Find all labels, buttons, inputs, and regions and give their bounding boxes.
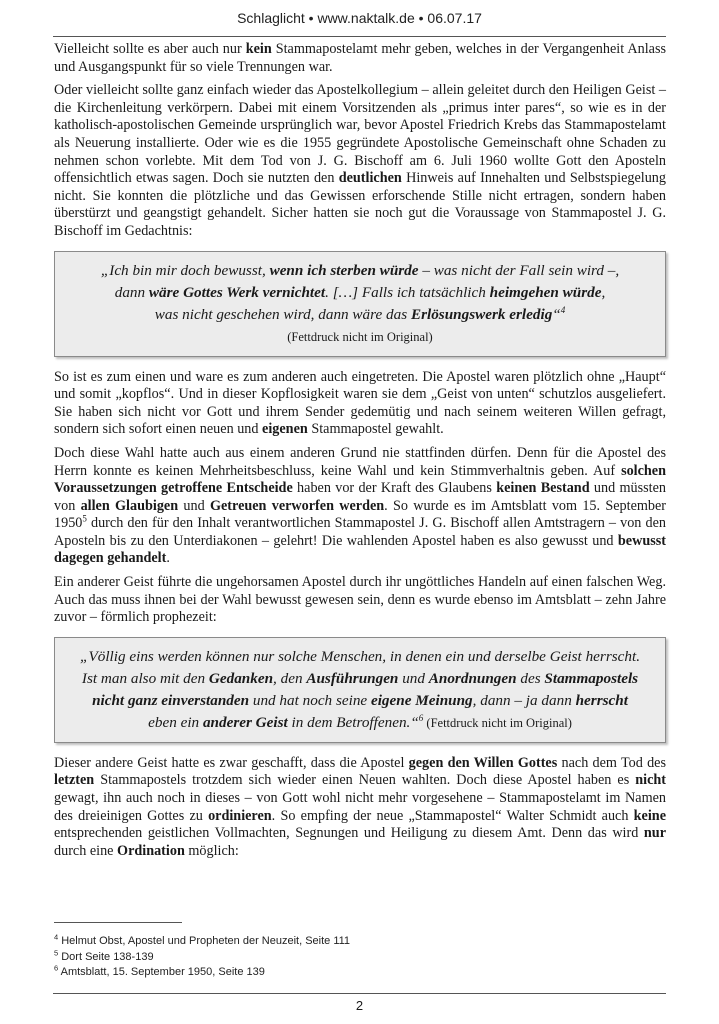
text-run: Doch diese Wahl hatte auch aus einem anderen Grund nie stattfinden dürfen. Denn für die Apostel des Herrn konnte es keinen Mehrheitsbeschluss, keine Wahl und kein Stimmverhaltnis geben. Auf	[54, 444, 666, 479]
document-body	[54, 41, 666, 866]
bold-run: Ausführungen	[306, 669, 399, 687]
text-run: Vielleicht sollte es aber auch nur	[54, 41, 246, 57]
footnote-number: 5	[54, 947, 59, 957]
footnote-5	[54, 947, 666, 966]
text-run: Ein anderer Geist führte die ungehorsamen Apostel durch ihr ungöttliches Handeln auf einen falschen Weg. Auch das muss ihnen bei der Wahl bewusst gewesen sein, denn es wurde ebenso im Amtsblatt – zehn Jahre zuvor – förmlich prophezeit:	[54, 574, 666, 626]
quote-line	[65, 282, 655, 304]
quote-note: (Fettdruck nicht im Original)	[287, 329, 433, 344]
footnote-text: Helmut Obst, Apostel und Propheten der Neuzeit, Seite 111	[58, 935, 351, 947]
page-header: Schlaglicht • www.naktalk.de • 06.07.17	[237, 10, 482, 26]
bold-run: eigene Meinung	[370, 691, 473, 709]
bold-run: heimgehen würde	[489, 283, 602, 301]
text-run: Stammapostelamt mehr geben, welches in der Vergangenheit Anlass und Ausgangspunkt für so viele Trennungen war.	[54, 41, 667, 75]
bold-run: ordinieren	[208, 807, 272, 824]
text-run: nach dem Tod des	[557, 754, 666, 771]
text-run: eben ein	[148, 713, 203, 731]
bold-run: eigenen	[262, 421, 308, 438]
text-run: , den	[273, 669, 307, 687]
quote-line	[65, 260, 655, 282]
bold-run: Anordnungen	[428, 669, 517, 687]
text-run: und	[178, 497, 210, 514]
quote-line	[65, 690, 655, 712]
text-run: gewagt, ihn auch noch in dieses – von Gott wohl nicht mehr vorgesehene – Stammapostelamt im Namen des dreieinigen Gottes zu	[54, 790, 666, 824]
text-run: .	[166, 550, 170, 567]
footnote-4	[54, 934, 666, 950]
text-run: . […] Falls ich tatsächlich	[325, 283, 490, 301]
bold-run: keinen Bestand	[496, 480, 590, 497]
paragraph-2	[54, 82, 666, 240]
footnote-number: 4	[54, 932, 59, 942]
page-number: 2	[355, 998, 364, 1013]
text-run: Oder vielleicht sollte ganz einfach wieder das Apostelkollegium – allein geleitet durch den Heiligen Geist – die Kirchenleitung verkörpern. Dabei mit einem Vorsitzenden als „primus inter pares“, so wie es in der katholisch-apostolischen Gemeinde ursprünglich war, bevor Apostel Friedrich Krebs das Stammapostelamt als Neuerung installierte. Oder wie es die 1955 gegründete Apostolische Gemeinschaft ohne Schaden zu nehmen schon vorlebte. Mit dem Tod von J. G. Bischoff am 6. Juli 1960 wollte Gott den Aposteln offensichtlich etwas sagen. Doch sie nutzten den	[54, 82, 666, 187]
footnote-6	[54, 965, 666, 981]
bold-run: herrscht	[575, 691, 628, 709]
text-run: . So empfing der neue „Stammapostel“ Walter Schmidt auch	[271, 807, 634, 824]
bold-run: wäre Gottes Werk vernichtet	[148, 283, 326, 301]
quote-line	[65, 668, 655, 690]
text-run: . So wurde es im Amtsblatt vom 15. September 1950	[54, 497, 667, 532]
text-run: Dieser andere Geist hatte es zwar geschafft, dass die Apostel	[54, 754, 409, 771]
text-run: des	[516, 669, 545, 687]
bold-run: Getreuen verworfen werden	[209, 497, 385, 514]
footer-divider	[53, 993, 666, 994]
bold-run: nur	[643, 825, 666, 842]
bold-run: keine	[633, 807, 666, 824]
paragraph-1	[54, 41, 666, 76]
quote-box-2	[54, 637, 666, 743]
header-divider	[53, 36, 666, 37]
text-run: „Völlig eins werden können nur solche Menschen, in denen ein und derselbe Geist herrscht.	[80, 647, 640, 665]
bold-run: Stammapostels	[544, 669, 639, 687]
bold-run: allen Glaubigen	[80, 497, 179, 514]
bold-run: wenn ich sterben würde	[269, 261, 419, 279]
text-run: was nicht geschehen wird, dann wäre das	[154, 305, 411, 323]
paragraph-4	[54, 445, 666, 568]
paragraph-3	[54, 369, 666, 439]
bold-run: gegen den Willen Gottes	[408, 754, 558, 771]
text-run: und müssten von	[54, 480, 666, 514]
bold-run: nicht	[635, 772, 666, 789]
bold-run: nicht ganz einverstanden	[92, 691, 250, 709]
footnote-text: Dort Seite 138-139	[58, 950, 154, 963]
text-run: “	[552, 305, 561, 323]
bold-run: letzten	[54, 772, 95, 789]
text-run: So ist es zum einen und ware es zum anderen auch eingetreten. Die Apostel waren plötzlich ohne „Haupt“ und somit „kopflos“. Und in dieser Kopflosigkeit waren sie dem „Geist von unten“ schutzlos ausgeliefert. Sie haben sich nicht vor Gott und ihrem Sender gedemütig und nach seinem weiteren Willen gefragt, sondern sich sofort einen neuen und	[54, 368, 666, 438]
text-run: Stammapostel gewahlt.	[307, 421, 444, 438]
bold-run: Ordination	[117, 842, 185, 859]
footnote-divider	[54, 922, 182, 923]
quote-line	[65, 646, 655, 668]
footnote-ref: 5	[82, 513, 87, 524]
text-run: durch eine	[54, 842, 118, 859]
text-run: möglich:	[184, 842, 239, 859]
bold-run: kein	[245, 41, 272, 57]
text-run: haben vor der Kraft des Glaubens	[292, 480, 497, 497]
text-run: Ist man also mit den	[81, 669, 209, 687]
bold-run: bewusst dagegen gehandelt	[54, 532, 666, 567]
text-run: „Ich bin mir doch bewusst,	[100, 261, 270, 279]
bold-run: solchen Voraussetzungen getroffene Entscheide	[54, 462, 666, 497]
paragraph-6	[54, 755, 666, 861]
bold-run: anderer Geist	[202, 713, 288, 731]
footnote-ref: 6	[418, 712, 424, 723]
text-run: und hat noch seine	[249, 691, 371, 709]
quote-note: (Fettdruck nicht im Original)	[423, 715, 572, 730]
paragraph-5	[54, 574, 666, 627]
quote-line	[65, 712, 655, 734]
bold-run: deutlichen	[338, 170, 402, 187]
text-run: , dann – ja dann	[472, 691, 576, 709]
text-run: – was nicht der Fall sein wird –,	[418, 261, 620, 279]
bold-run: Erlösungswerk erledig	[410, 305, 553, 323]
text-run: entsprechenden geistlichen Vollmachten, Segnungen und Heiligung zu diesem Amt. Denn das wird	[54, 825, 644, 842]
bold-run: Gedanken	[208, 669, 274, 687]
footnote-number: 6	[54, 963, 59, 973]
footnotes	[54, 934, 666, 981]
text-run: in dem Betroffenen.“	[287, 713, 419, 731]
quote-box-1	[54, 251, 666, 357]
text-run: Stammapostels trotzdem sich wieder einen Neuen wahlten. Doch diese Apostel haben es	[94, 772, 636, 789]
text-run: durch den für den Inhalt verantwortlichen Stammapostel J. G. Bischoff allen Amtstragern – von den Aposteln bis zu den Unterdiakonen – gelehrt! Die wahlenden Apostel haben es also gewusst und	[54, 515, 666, 549]
footnote-ref: 4	[560, 304, 566, 315]
text-run: dann	[114, 283, 149, 301]
text-run: und	[398, 669, 429, 687]
quote-line	[65, 304, 655, 326]
footnote-text: Amtsblatt, 15. September 1950, Seite 139	[58, 966, 265, 978]
text-run: ,	[601, 283, 606, 301]
text-run: Hinweis auf Innehalten und Selbstspiegelung nicht. Sie konnten die plötzliche und das Gewissen erforschende Stille nicht ertragen, sondern haben überstürzt und geangstigt gehandelt. Sicher hatten sie noch gut die Voraussage von Stammapostel J. G. Bischoff im Gedachtnis:	[54, 170, 666, 239]
